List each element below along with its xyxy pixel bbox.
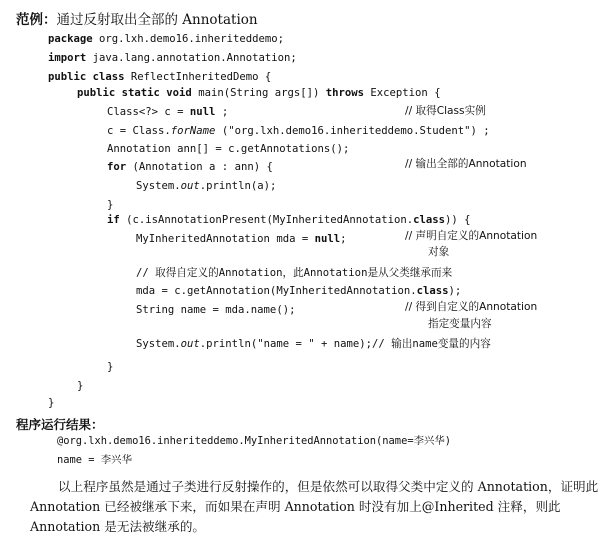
code-line-4: public static void main(String args[]) throws Exception {	[77, 87, 441, 99]
code-line-16: System.out.println("name = " + name);// 输出name变量的内容	[136, 338, 491, 350]
output-line-2: name = 李兴华	[57, 454, 132, 466]
keyword: public class	[48, 71, 125, 83]
code-line-8: for (Annotation a : ann) {	[107, 161, 273, 173]
keyword: if	[107, 214, 120, 226]
code-line-11: if (c.isAnnotationPresent(MyInheritedAnnotation.class)) {	[107, 214, 471, 226]
code-comment: // 得到自定义的Annotation	[405, 301, 538, 313]
keyword: class	[413, 214, 446, 226]
code-line-17: }	[107, 361, 114, 373]
code-comment: // 取得Class实例	[405, 105, 486, 117]
explanation-paragraph	[30, 477, 600, 537]
code-line-19: }	[48, 397, 55, 409]
code-line-3: public class ReflectInheritedDemo {	[48, 71, 272, 83]
keyword: null	[314, 233, 341, 245]
code-line-5: Class<?> c = null ;	[107, 106, 229, 118]
code-line-12: MyInheritedAnnotation mda = null;	[136, 233, 347, 245]
keyword: import	[48, 52, 87, 64]
code-line-2: import java.lang.annotation.Annotation;	[48, 52, 297, 64]
code-line-1: package org.lxh.demo16.inheriteddemo;	[48, 33, 284, 45]
keyword: public static void	[77, 87, 192, 99]
code-line-7: Annotation ann[] = c.getAnnotations();	[107, 143, 350, 155]
code-comment: // 声明自定义的Annotation	[405, 230, 538, 242]
explanation-text: 以上程序虽然是通过子类进行反射操作的，但是依然可以取得父类中定义的 Annotation，证明此 Annotation 已经被继承下来，而如果在声明 Annotation 时没有加上@Inherited 注释，则此 Annotation 是无法被继承的。	[30, 479, 599, 534]
code-comment-continuation: 对象	[428, 246, 450, 258]
example-title: 通过反射取出全部的 Annotation	[56, 12, 258, 28]
code-comment-continuation: 指定变量内容	[428, 318, 492, 330]
code-line-9: System.out.println(a);	[136, 180, 277, 192]
code-line-13: // 取得自定义的Annotation，此Annotation是从父类继承而来	[136, 267, 453, 279]
keyword: for	[107, 161, 127, 173]
code-line-18: }	[77, 380, 84, 392]
example-heading	[16, 8, 258, 28]
output-line-1: @org.lxh.demo16.inheriteddemo.MyInheritedAnnotation(name=李兴华)	[57, 435, 452, 447]
keyword: package	[48, 33, 93, 45]
code-line-10: }	[107, 199, 114, 211]
code-line-6: c = Class.forName ("org.lxh.demo16.inheriteddemo.Student") ;	[107, 125, 490, 137]
keyword: class	[416, 285, 449, 297]
keyword: throws	[325, 87, 365, 99]
code-comment: // 输出全部的Annotation	[405, 158, 527, 170]
code-line-14: mda = c.getAnnotation(MyInheritedAnnotation.class);	[136, 285, 462, 297]
code-line-15: String name = mda.name();	[136, 304, 296, 316]
example-label: 范例：	[16, 12, 57, 28]
keyword: null	[189, 106, 216, 118]
result-heading: 程序运行结果：	[16, 417, 104, 432]
